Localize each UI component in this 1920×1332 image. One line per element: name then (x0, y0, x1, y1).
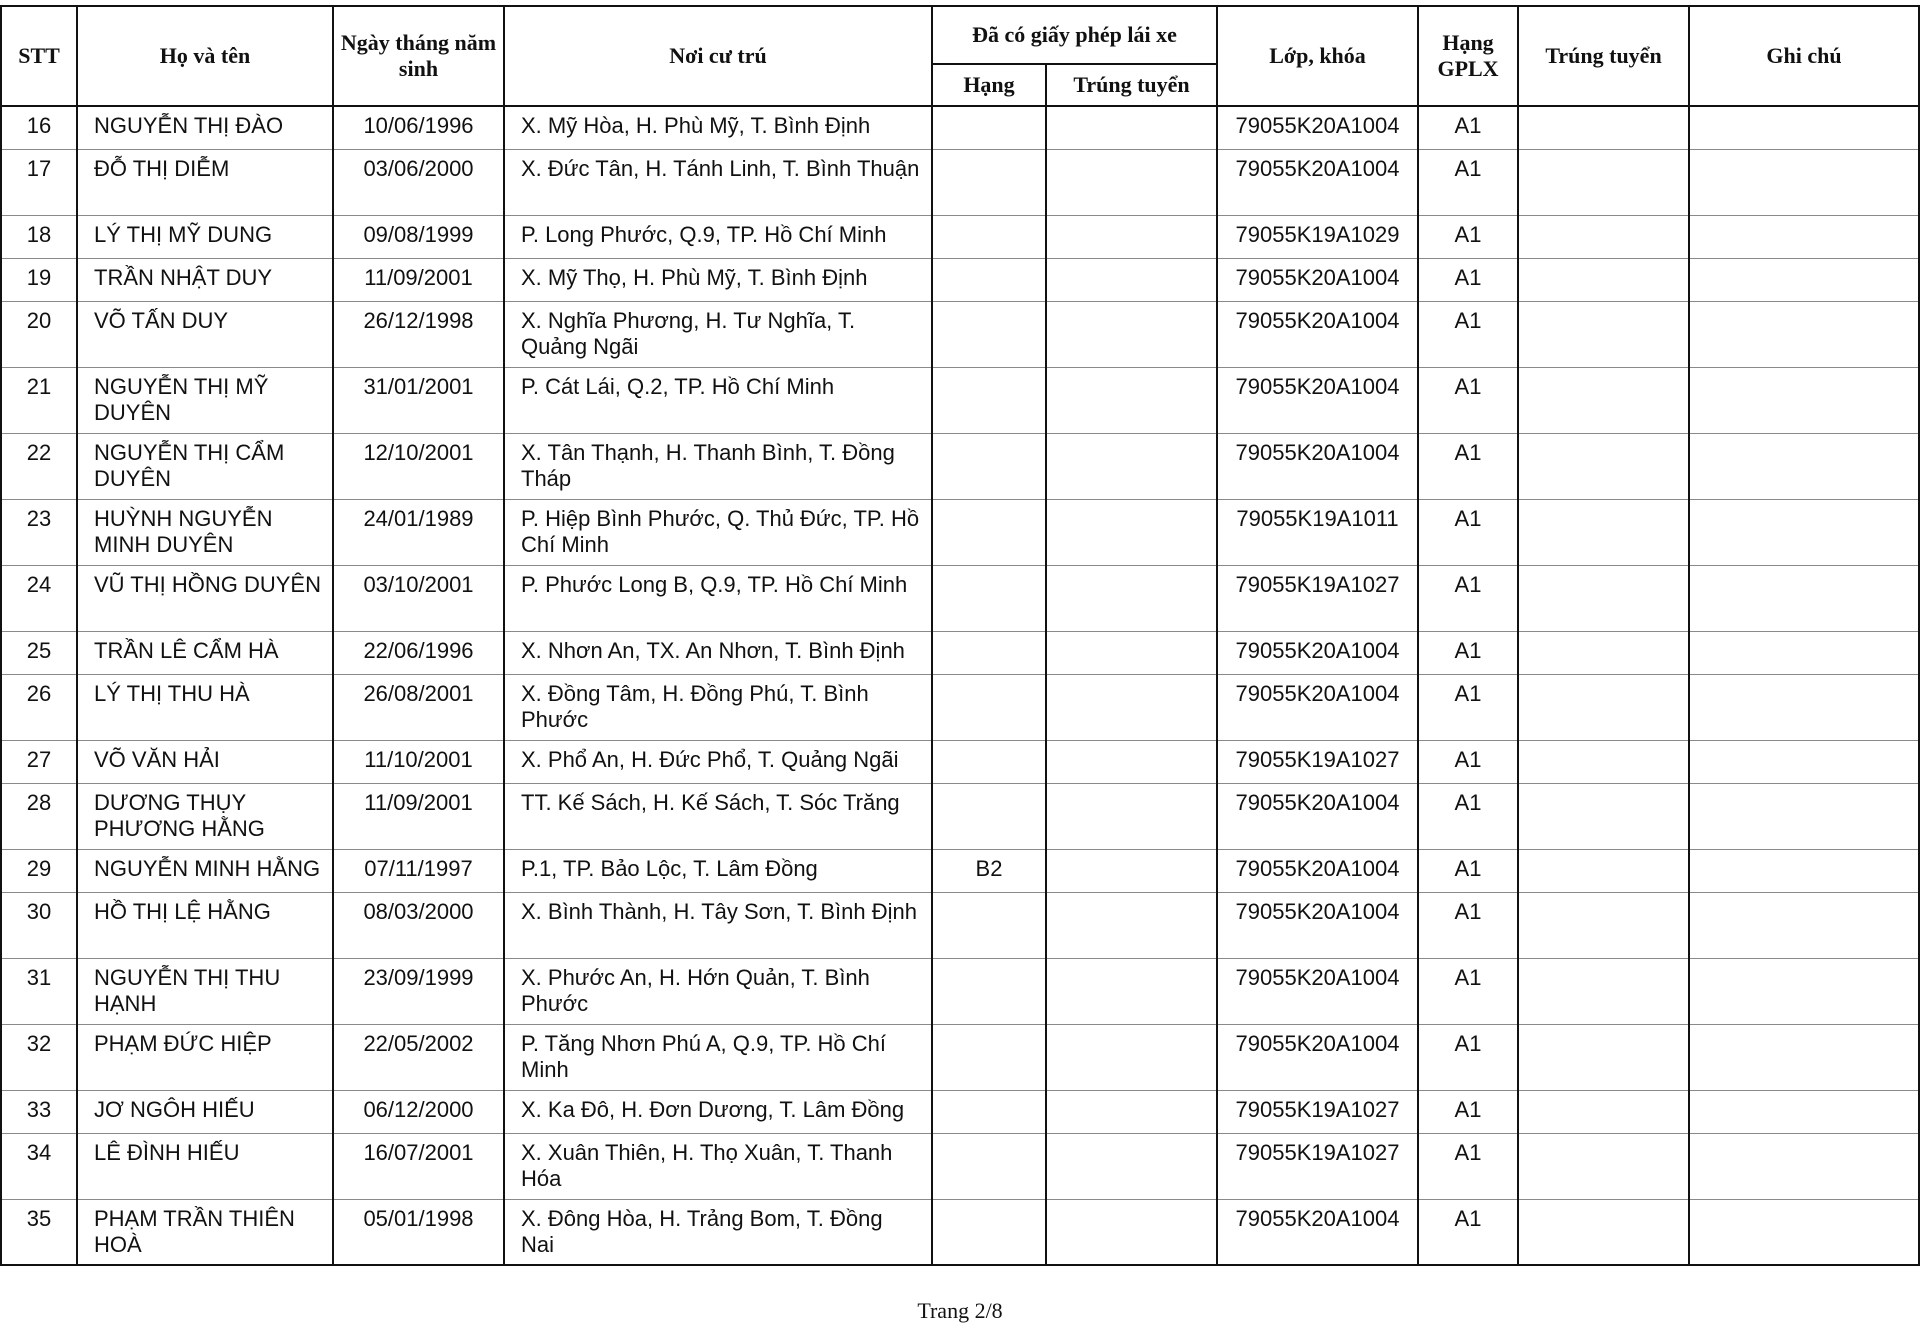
cell-note (1689, 892, 1919, 958)
cell-name: PHẠM ĐỨC HIỆP (77, 1024, 333, 1090)
cell-license-class (932, 1090, 1046, 1133)
cell-license-admitted (1046, 783, 1217, 849)
cell-admitted (1518, 1133, 1689, 1199)
cell-name: PHẠM TRẦN THIÊN HOÀ (77, 1199, 333, 1265)
table-row (1, 565, 1919, 631)
cell-gplx: A1 (1418, 215, 1518, 258)
cell-license-class (932, 958, 1046, 1024)
cell-license-admitted (1046, 565, 1217, 631)
cell-license-class (932, 149, 1046, 215)
cell-name: DƯƠNG THỤY PHƯƠNG HẰNG (77, 783, 333, 849)
cell-dob: 09/08/1999 (333, 215, 504, 258)
cell-class-course: 79055K20A1004 (1217, 892, 1418, 958)
cell-stt: 34 (1, 1133, 77, 1199)
cell-stt: 18 (1, 215, 77, 258)
cell-license-class (932, 674, 1046, 740)
cell-stt: 17 (1, 149, 77, 215)
cell-name: JƠ NGÔH HIẾU (77, 1090, 333, 1133)
cell-gplx: A1 (1418, 1199, 1518, 1265)
cell-admitted (1518, 149, 1689, 215)
cell-address: X. Phước An, H. Hớn Quản, T. Bình Phước (504, 958, 932, 1024)
cell-name: TRẦN LÊ CẨM HÀ (77, 631, 333, 674)
cell-admitted (1518, 367, 1689, 433)
cell-gplx: A1 (1418, 1024, 1518, 1090)
cell-license-class (932, 258, 1046, 301)
cell-gplx: A1 (1418, 258, 1518, 301)
table-header (1, 6, 1919, 106)
table-row (1, 1199, 1919, 1265)
table-row (1, 674, 1919, 740)
cell-address: X. Xuân Thiên, H. Thọ Xuân, T. Thanh Hóa (504, 1133, 932, 1199)
cell-class-course: 79055K20A1004 (1217, 1199, 1418, 1265)
cell-note (1689, 1199, 1919, 1265)
cell-class-course: 79055K20A1004 (1217, 433, 1418, 499)
cell-stt: 30 (1, 892, 77, 958)
cell-class-course: 79055K19A1027 (1217, 1133, 1418, 1199)
cell-gplx: A1 (1418, 1133, 1518, 1199)
header-dob: Ngày tháng năm sinh (333, 6, 504, 106)
cell-admitted (1518, 1199, 1689, 1265)
cell-stt: 23 (1, 499, 77, 565)
cell-dob: 03/10/2001 (333, 565, 504, 631)
cell-address: X. Nhơn An, TX. An Nhơn, T. Bình Định (504, 631, 932, 674)
cell-gplx: A1 (1418, 565, 1518, 631)
cell-gplx: A1 (1418, 367, 1518, 433)
cell-dob: 12/10/2001 (333, 433, 504, 499)
cell-address: X. Ka Đô, H. Đơn Dương, T. Lâm Đồng (504, 1090, 932, 1133)
cell-stt: 25 (1, 631, 77, 674)
cell-class-course: 79055K20A1004 (1217, 631, 1418, 674)
cell-class-course: 79055K20A1004 (1217, 849, 1418, 892)
cell-stt: 31 (1, 958, 77, 1024)
cell-gplx: A1 (1418, 849, 1518, 892)
cell-gplx: A1 (1418, 1090, 1518, 1133)
cell-license-admitted (1046, 631, 1217, 674)
cell-stt: 16 (1, 106, 77, 149)
cell-name: HỒ THỊ LỆ HẰNG (77, 892, 333, 958)
cell-address: P. Hiệp Bình Phước, Q. Thủ Đức, TP. Hồ Chí Minh (504, 499, 932, 565)
cell-stt: 22 (1, 433, 77, 499)
cell-stt: 26 (1, 674, 77, 740)
cell-name: ĐỖ THỊ DIỄM (77, 149, 333, 215)
cell-note (1689, 740, 1919, 783)
cell-address: P. Long Phước, Q.9, TP. Hồ Chí Minh (504, 215, 932, 258)
cell-license-admitted (1046, 958, 1217, 1024)
cell-note (1689, 958, 1919, 1024)
cell-dob: 11/09/2001 (333, 258, 504, 301)
cell-note (1689, 565, 1919, 631)
cell-gplx: A1 (1418, 433, 1518, 499)
cell-name: TRẦN NHẬT DUY (77, 258, 333, 301)
cell-dob: 23/09/1999 (333, 958, 504, 1024)
cell-license-admitted (1046, 149, 1217, 215)
cell-name: NGUYỄN THỊ CẨM DUYÊN (77, 433, 333, 499)
cell-address: TT. Kế Sách, H. Kế Sách, T. Sóc Trăng (504, 783, 932, 849)
table-row (1, 631, 1919, 674)
cell-license-admitted (1046, 1133, 1217, 1199)
cell-license-class (932, 740, 1046, 783)
cell-name: HUỲNH NGUYỄN MINH DUYÊN (77, 499, 333, 565)
cell-class-course: 79055K19A1011 (1217, 499, 1418, 565)
page-number: Trang 2/8 (917, 1298, 1003, 1323)
table-row (1, 258, 1919, 301)
cell-stt: 32 (1, 1024, 77, 1090)
cell-dob: 26/08/2001 (333, 674, 504, 740)
table-body (1, 106, 1919, 1265)
table-row (1, 215, 1919, 258)
cell-gplx: A1 (1418, 958, 1518, 1024)
header-admitted: Trúng tuyển (1518, 6, 1689, 106)
cell-name: NGUYỄN THỊ MỸ DUYÊN (77, 367, 333, 433)
table-row (1, 892, 1919, 958)
table-row (1, 106, 1919, 149)
cell-note (1689, 215, 1919, 258)
cell-license-admitted (1046, 740, 1217, 783)
cell-license-class (932, 1133, 1046, 1199)
table-row (1, 958, 1919, 1024)
cell-name: VŨ THỊ HỒNG DUYÊN (77, 565, 333, 631)
cell-name: NGUYỄN THỊ ĐÀO (77, 106, 333, 149)
cell-name: VÕ TẤN DUY (77, 301, 333, 367)
cell-class-course: 79055K20A1004 (1217, 958, 1418, 1024)
cell-license-admitted (1046, 674, 1217, 740)
cell-admitted (1518, 958, 1689, 1024)
cell-gplx: A1 (1418, 892, 1518, 958)
cell-address: X. Đồng Tâm, H. Đồng Phú, T. Bình Phước (504, 674, 932, 740)
table-row (1, 1024, 1919, 1090)
cell-name: LÊ ĐÌNH HIẾU (77, 1133, 333, 1199)
cell-license-class (932, 433, 1046, 499)
cell-address: P.1, TP. Bảo Lộc, T. Lâm Đồng (504, 849, 932, 892)
cell-admitted (1518, 674, 1689, 740)
header-stt: STT (1, 6, 77, 106)
cell-note (1689, 433, 1919, 499)
cell-license-admitted (1046, 367, 1217, 433)
cell-stt: 27 (1, 740, 77, 783)
cell-address: P. Phước Long B, Q.9, TP. Hồ Chí Minh (504, 565, 932, 631)
cell-class-course: 79055K20A1004 (1217, 258, 1418, 301)
cell-license-admitted (1046, 892, 1217, 958)
cell-dob: 31/01/2001 (333, 367, 504, 433)
cell-admitted (1518, 433, 1689, 499)
cell-admitted (1518, 892, 1689, 958)
cell-dob: 22/06/1996 (333, 631, 504, 674)
cell-dob: 08/03/2000 (333, 892, 504, 958)
cell-admitted (1518, 565, 1689, 631)
cell-stt: 28 (1, 783, 77, 849)
cell-license-admitted (1046, 1199, 1217, 1265)
cell-name: NGUYỄN THỊ THU HẠNH (77, 958, 333, 1024)
cell-class-course: 79055K20A1004 (1217, 367, 1418, 433)
table-row (1, 499, 1919, 565)
cell-note (1689, 149, 1919, 215)
cell-license-admitted (1046, 106, 1217, 149)
cell-address: P. Tăng Nhơn Phú A, Q.9, TP. Hồ Chí Minh (504, 1024, 932, 1090)
cell-dob: 03/06/2000 (333, 149, 504, 215)
cell-admitted (1518, 1024, 1689, 1090)
table-row (1, 849, 1919, 892)
cell-dob: 07/11/1997 (333, 849, 504, 892)
cell-stt: 19 (1, 258, 77, 301)
table-row (1, 301, 1919, 367)
cell-note (1689, 674, 1919, 740)
cell-stt: 35 (1, 1199, 77, 1265)
cell-license-admitted (1046, 1090, 1217, 1133)
table-row (1, 149, 1919, 215)
cell-admitted (1518, 1090, 1689, 1133)
cell-license-admitted (1046, 499, 1217, 565)
cell-gplx: A1 (1418, 499, 1518, 565)
cell-license-class (932, 892, 1046, 958)
header-gplx: Hạng GPLX (1418, 6, 1518, 106)
cell-name: LÝ THỊ MỸ DUNG (77, 215, 333, 258)
cell-note (1689, 849, 1919, 892)
header-license-group: Đã có giấy phép lái xe (932, 6, 1217, 64)
cell-dob: 16/07/2001 (333, 1133, 504, 1199)
cell-address: X. Nghĩa Phương, H. Tư Nghĩa, T. Quảng Ngãi (504, 301, 932, 367)
cell-stt: 20 (1, 301, 77, 367)
cell-license-class (932, 215, 1046, 258)
cell-dob: 06/12/2000 (333, 1090, 504, 1133)
cell-admitted (1518, 215, 1689, 258)
cell-class-course: 79055K20A1004 (1217, 1024, 1418, 1090)
table-row (1, 783, 1919, 849)
table-row (1, 1133, 1919, 1199)
cell-class-course: 79055K20A1004 (1217, 674, 1418, 740)
cell-gplx: A1 (1418, 674, 1518, 740)
cell-gplx: A1 (1418, 106, 1518, 149)
cell-class-course: 79055K20A1004 (1217, 106, 1418, 149)
header-license-class: Hạng (932, 64, 1046, 106)
header-name: Họ và tên (77, 6, 333, 106)
table-row (1, 433, 1919, 499)
cell-license-admitted (1046, 258, 1217, 301)
cell-license-class (932, 1024, 1046, 1090)
cell-stt: 24 (1, 565, 77, 631)
cell-license-admitted (1046, 849, 1217, 892)
cell-stt: 21 (1, 367, 77, 433)
header-note: Ghi chú (1689, 6, 1919, 106)
cell-note (1689, 499, 1919, 565)
cell-dob: 11/10/2001 (333, 740, 504, 783)
cell-address: X. Mỹ Thọ, H. Phù Mỹ, T. Bình Định (504, 258, 932, 301)
cell-admitted (1518, 631, 1689, 674)
cell-license-class (932, 783, 1046, 849)
cell-license-class (932, 565, 1046, 631)
cell-class-course: 79055K19A1027 (1217, 1090, 1418, 1133)
cell-license-class (932, 631, 1046, 674)
cell-dob: 22/05/2002 (333, 1024, 504, 1090)
cell-class-course: 79055K19A1027 (1217, 740, 1418, 783)
cell-class-course: 79055K19A1029 (1217, 215, 1418, 258)
cell-note (1689, 258, 1919, 301)
cell-license-class (932, 499, 1046, 565)
cell-admitted (1518, 499, 1689, 565)
cell-note (1689, 1024, 1919, 1090)
cell-admitted (1518, 106, 1689, 149)
cell-gplx: A1 (1418, 149, 1518, 215)
cell-name: NGUYỄN MINH HẰNG (77, 849, 333, 892)
cell-stt: 29 (1, 849, 77, 892)
table-row (1, 367, 1919, 433)
cell-gplx: A1 (1418, 740, 1518, 783)
cell-address: X. Đức Tân, H. Tánh Linh, T. Bình Thuận (504, 149, 932, 215)
cell-license-class (932, 301, 1046, 367)
cell-license-admitted (1046, 215, 1217, 258)
cell-class-course: 79055K20A1004 (1217, 783, 1418, 849)
cell-name: LÝ THỊ THU HÀ (77, 674, 333, 740)
cell-dob: 10/06/1996 (333, 106, 504, 149)
header-class-course: Lớp, khóa (1217, 6, 1418, 106)
cell-license-admitted (1046, 301, 1217, 367)
cell-stt: 33 (1, 1090, 77, 1133)
cell-note (1689, 1133, 1919, 1199)
cell-note (1689, 783, 1919, 849)
cell-note (1689, 1090, 1919, 1133)
cell-dob: 05/01/1998 (333, 1199, 504, 1265)
cell-license-class (932, 106, 1046, 149)
cell-license-class (932, 367, 1046, 433)
cell-address: X. Phổ An, H. Đức Phổ, T. Quảng Ngãi (504, 740, 932, 783)
cell-admitted (1518, 258, 1689, 301)
cell-note (1689, 301, 1919, 367)
cell-license-class: B2 (932, 849, 1046, 892)
cell-address: P. Cát Lái, Q.2, TP. Hồ Chí Minh (504, 367, 932, 433)
cell-admitted (1518, 301, 1689, 367)
cell-admitted (1518, 849, 1689, 892)
cell-address: X. Mỹ Hòa, H. Phù Mỹ, T. Bình Định (504, 106, 932, 149)
cell-note (1689, 106, 1919, 149)
cell-license-class (932, 1199, 1046, 1265)
cell-dob: 26/12/1998 (333, 301, 504, 367)
student-list-table (0, 5, 1920, 1266)
cell-dob: 24/01/1989 (333, 499, 504, 565)
cell-gplx: A1 (1418, 301, 1518, 367)
cell-name: VÕ VĂN HẢI (77, 740, 333, 783)
cell-dob: 11/09/2001 (333, 783, 504, 849)
cell-note (1689, 631, 1919, 674)
cell-class-course: 79055K20A1004 (1217, 301, 1418, 367)
cell-license-admitted (1046, 433, 1217, 499)
cell-license-admitted (1046, 1024, 1217, 1090)
cell-gplx: A1 (1418, 783, 1518, 849)
cell-address: X. Tân Thạnh, H. Thanh Bình, T. Đồng Tháp (504, 433, 932, 499)
header-license-admitted: Trúng tuyển (1046, 64, 1217, 106)
cell-address: X. Bình Thành, H. Tây Sơn, T. Bình Định (504, 892, 932, 958)
cell-class-course: 79055K20A1004 (1217, 149, 1418, 215)
cell-class-course: 79055K19A1027 (1217, 565, 1418, 631)
table-row (1, 1090, 1919, 1133)
cell-note (1689, 367, 1919, 433)
header-address: Nơi cư trú (504, 6, 932, 106)
cell-admitted (1518, 783, 1689, 849)
cell-address: X. Đông Hòa, H. Trảng Bom, T. Đồng Nai (504, 1199, 932, 1265)
table-row (1, 740, 1919, 783)
cell-admitted (1518, 740, 1689, 783)
cell-gplx: A1 (1418, 631, 1518, 674)
